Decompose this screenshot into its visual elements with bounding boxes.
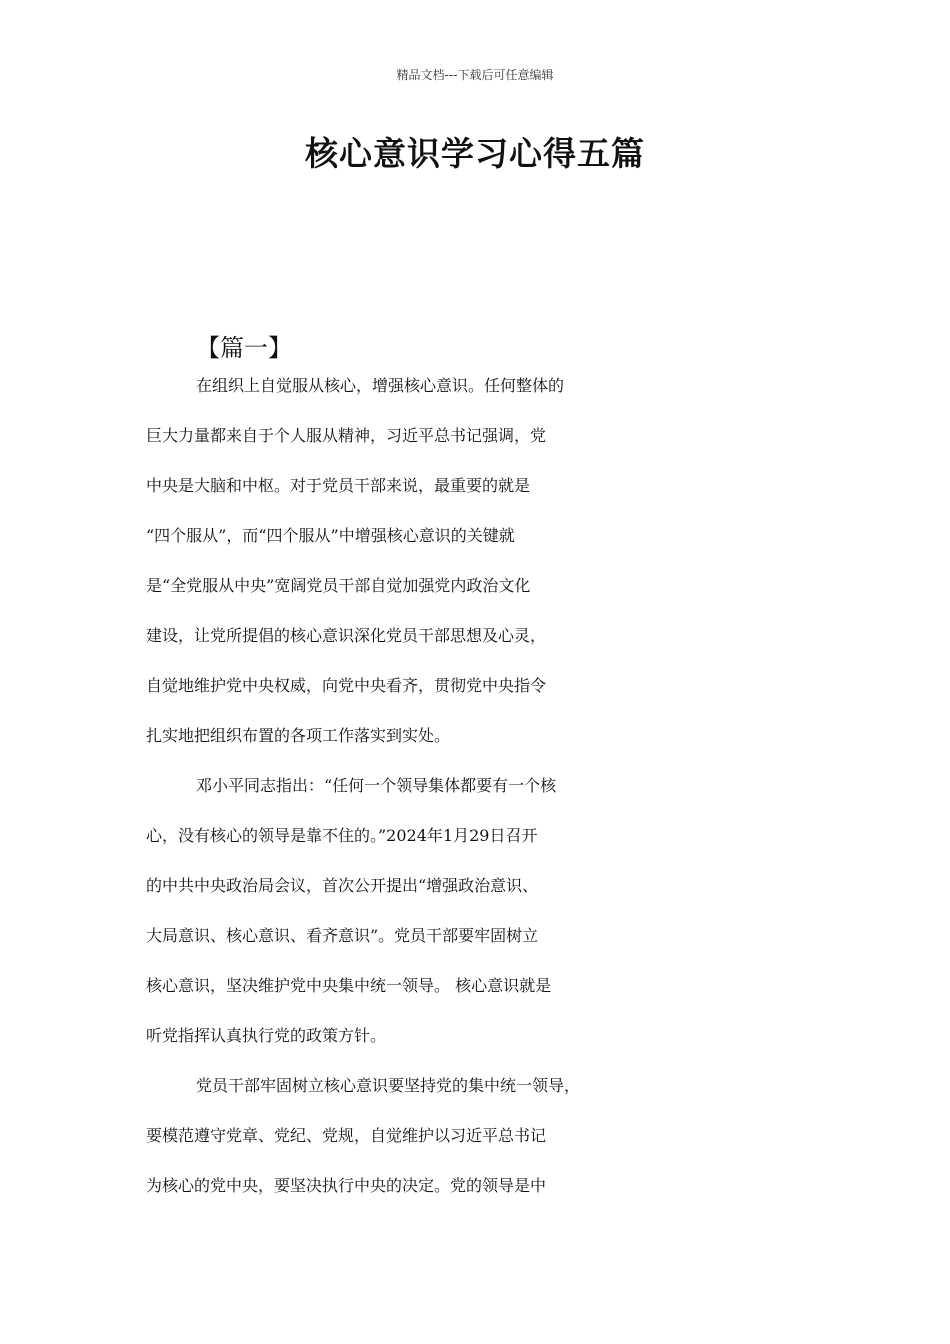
paragraph-line: “四个服从”，而“四个服从”中增强核心意识的关键就 xyxy=(146,526,515,545)
header-note: 精品文档---下载后可任意编辑 xyxy=(396,68,554,82)
paragraph-line: 听党指挥认真执行党的政策方针。 xyxy=(146,1026,387,1045)
paragraph-line: 中央是大脑和中枢。对于党员干部来说，最重要的就是 xyxy=(146,476,531,495)
paragraph-line: 是“全党服从中央”宽阔党员干部自觉加强党内政治文化 xyxy=(146,576,531,595)
paragraph-line: 心，没有核心的领导是靠不住的。”2024年1月29日召开 xyxy=(146,826,538,845)
document-body xyxy=(146,323,818,1223)
paragraph-line: 为核心的党中央，要坚决执行中央的决定。党的领导是中 xyxy=(146,1176,547,1195)
paragraph-line: 要模范遵守党章、党纪、党规，自觉维护以习近平总书记 xyxy=(146,1126,547,1145)
paragraph-3 xyxy=(146,1073,818,1223)
paragraph-2 xyxy=(146,773,818,1073)
paragraph-line: 大局意识、核心意识、看齐意识”。党员干部要牢固树立 xyxy=(146,926,539,945)
paragraph-line: 邓小平同志指出：“任何一个领导集体都要有一个核 xyxy=(196,776,557,795)
paragraph-line: 在组织上自觉服从核心，增强核心意识。任何整体的 xyxy=(196,376,565,395)
paragraph-line: 党员干部牢固树立核心意识要坚持党的集中统一领导， xyxy=(196,1076,581,1095)
section-label: 【篇一】 xyxy=(196,334,292,362)
paragraph-line: 核心意识，坚决维护党中央集中统一领导。 核心意识就是 xyxy=(146,976,552,995)
paragraph-1 xyxy=(146,373,818,773)
paragraph-line: 扎实地把组织布置的各项工作落实到实处。 xyxy=(146,726,451,745)
paragraph-line: 自觉地维护党中央权威，向党中央看齐，贯彻党中央指令 xyxy=(146,676,547,695)
paragraph-line: 的中共中央政治局会议，首次公开提出“增强政治意识、 xyxy=(146,876,539,895)
paragraph-line: 建设，让党所提倡的核心意识深化党员干部思想及心灵， xyxy=(146,626,547,645)
paragraph-line: 巨大力量都来自于个人服从精神，习近平总书记强调，党 xyxy=(146,426,547,445)
page-title: 核心意识学习心得五篇 xyxy=(305,134,645,173)
